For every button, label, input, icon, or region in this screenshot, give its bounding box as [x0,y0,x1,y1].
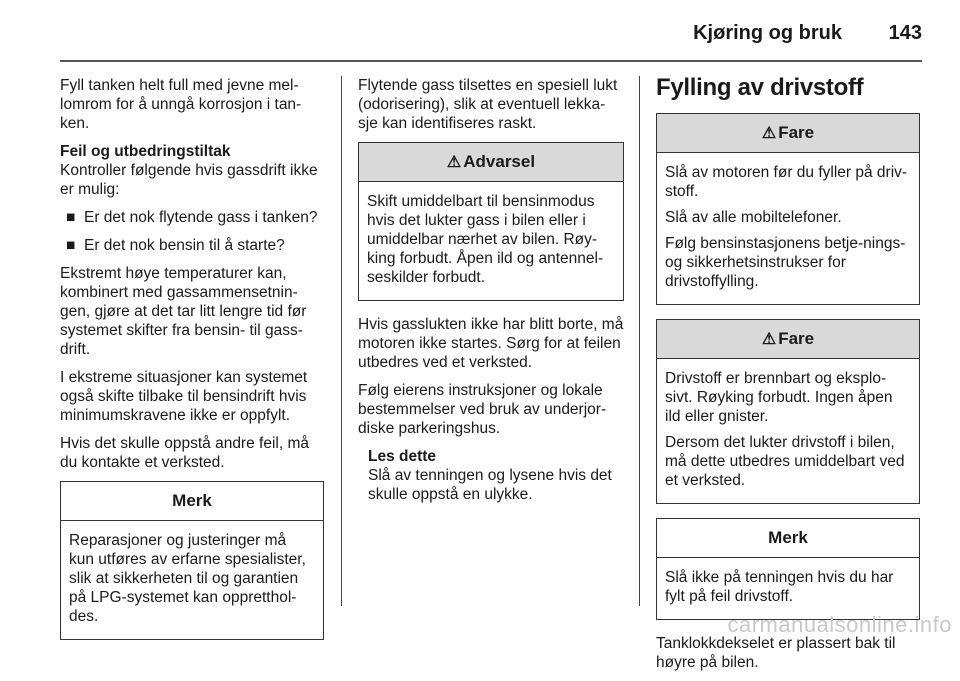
column-left [60,76,324,654]
note-box [60,481,324,640]
warning-title: Advarsel [463,152,536,171]
section-title: Fylling av drivstoff [656,74,864,101]
warning-header [359,143,623,182]
danger-text: Følg bensinstasjonens betje-nings- og sikkerhetsinstrukser for drivstoffylling. [665,235,906,290]
danger-text: Slå av motoren før du fyller på driv-stoff. [665,164,908,200]
warning-text: Skift umiddelbart til bensinmodus hvis det lukter gass i bilen eller i umiddelbar nærhet av bilen. Røy-king forbudt. Åpen ild og antennel-seskilder forbudt. [367,193,604,286]
read-this-text: Slå av tenningen og lysene hvis det skulle oppstå en ulykke. [368,467,612,503]
paragraph: Hvis det skulle oppstå andre feil, må du kontakte et verksted. [60,435,309,471]
page-title: Kjøring og bruk [693,22,842,44]
read-this-title: Les dette [368,448,437,465]
warning-triangle-icon: ⚠ [761,125,777,142]
note-title: Merk [657,519,919,558]
paragraph: I ekstreme situasjoner kan systemet også skifte tilbake til bensindrift hvis minimumskravene ikke er oppfylt. [60,369,308,424]
header-rule [60,60,922,62]
note-text: Slå ikke på tenningen hvis du har fylt på feil drivstoff. [665,569,894,605]
danger-text: Dersom det lukter drivstoff i bilen, må dette utbedres umiddelbart ved et verksted. [665,434,905,489]
paragraph: Flytende gass tilsettes en spesiell lukt (odorisering), slik at eventuell lekka-sje kan identifiseres raskt. [358,77,618,132]
danger-title: Fare [778,329,815,348]
column-middle [358,76,624,513]
warning-box [358,142,624,301]
danger-title: Fare [778,123,815,142]
paragraph: Kontroller følgende hvis gassdrift ikke er mulig: [60,162,318,198]
page-number: 143 [888,22,922,44]
paragraph: Følg eierens instruksjoner og lokale bestemmelser ved bruk av underjor-diske parkeringshus. [358,382,607,437]
list-item [60,208,324,227]
note-box [656,518,920,620]
warning-triangle-icon: ⚠ [446,154,462,171]
column-right [656,76,920,681]
danger-header [657,114,919,153]
danger-box [656,319,920,504]
danger-text: Drivstoff er brennbart og eksplo-sivt. Røyking forbudt. Ingen åpen ild eller gnister. [665,370,893,425]
square-bullet-icon: ■ [66,209,76,226]
column-divider [639,76,640,606]
list-item [60,236,324,255]
page-header [0,0,960,62]
paragraph: Hvis gasslukten ikke har blitt borte, må motoren ikke startes. Sørg for at feilen utbedres ved et verksted. [358,316,624,371]
note-text: Reparasjoner og justeringer må kun utføres av erfarne spesialister, slik at sikkerheten til og garantien på LPG-systemet kan oppretthol-des. [69,532,306,625]
danger-header [657,320,919,359]
paragraph: Tanklokkdekselet er plassert bak til høyre på bilen. [656,635,896,671]
paragraph: Fyll tanken helt full med jevne mel-lomrom for å unngå korrosjon i tan-ken. [60,77,302,132]
paragraph: Ekstremt høye temperaturer kan, kombinert med gassammensetnin-gen, gjøre at det tar litt lengre tid før systemet skifter fra bensin- til gass-drift. [60,265,307,358]
square-bullet-icon: ■ [66,237,76,254]
warning-triangle-icon: ⚠ [761,331,777,348]
column-divider [341,76,342,606]
read-this-note [358,447,624,504]
danger-text: Slå av alle mobiltelefoner. [665,209,842,226]
danger-box [656,113,920,305]
note-title: Merk [61,482,323,521]
list-item-text: Er det nok flytende gass i tanken? [84,209,318,226]
list-item-text: Er det nok bensin til å starte? [84,237,285,254]
watermark: carmanualsonline.info [727,612,952,637]
section-heading: Feil og utbedringstiltak [60,143,231,160]
